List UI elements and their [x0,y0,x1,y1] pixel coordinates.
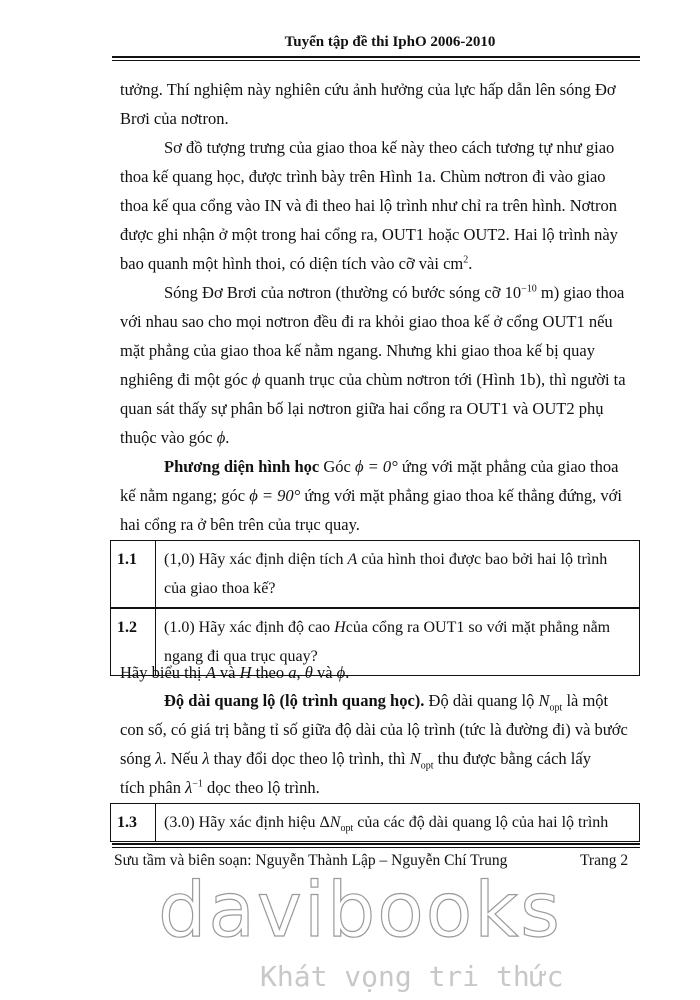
question-table-1 [110,540,640,676]
watermark-brand: davibooks [158,865,562,954]
paragraph-1: tưởng. Thí nghiệm này nghiên cứu ảnh hưởng của lực hấp dẫn lên sóng Đơ Brơi của nơtron. [120,80,616,128]
question-text: (1.0) Hãy xác định độ cao Hcủa cổng ra OUT1 so với mặt phẳng nằm ngang đi qua trục quay? [156,608,640,676]
section-heading-optical-path: Độ dài quang lộ (lộ trình quang học). [164,691,425,710]
paragraph-4: Phương diện hình học Góc ϕ = 0° ứng với mặt phẳng của giao thoa kế nằm ngang; góc ϕ = 90° ứng với mặt phẳng giao thoa kế thẳng đứng, với hai cổng ra ở bên trên của trục quay. [120,457,622,534]
watermark-slogan: Khát vọng tri thức [260,960,564,993]
footer-rule-thin [112,847,640,848]
question-row [111,541,640,609]
question-text: (3.0) Hãy xác định hiệu $\Delta N_{opt}$ của các độ dài quang lộ của hai lộ trình [156,804,640,842]
paragraph-3: Sóng Đơ Brơi của nơtron (thường có bước sóng cỡ $10^{-10}$ m) giao thoa với nhau sao cho mọi nơtron đều đi ra khỏi giao thoa kế ở cổng OUT1 nếu mặt phẳng của giao thoa kế nằm ngang. Nhưng khi giao thoa kế bị quay nghiêng đi một góc ϕ quanh trục của chùm nơtron tới (Hình 1b), thì người ta quan sát thấy sự phân bố lại nơtron giữa hai cổng ra OUT1 và OUT2 phụ thuộc vào góc ϕ. [120,283,626,447]
header-rule-thin [112,60,640,61]
question-table-2 [110,803,640,842]
question-number: 1.2 [111,608,156,676]
footer-rule [112,843,640,845]
header-rule [112,56,640,58]
question-text: (1,0) Hãy xác định diện tích A của hình thoi được bao bởi hai lộ trình của giao thoa kế? [156,541,640,609]
question-number: 1.3 [111,804,156,842]
paragraph-5: Hãy biểu thị A và H theo a, θ và ϕ. [120,663,350,682]
question-row [111,804,640,842]
question-number: 1.1 [111,541,156,609]
header-title: Tuyển tập đề thi IphO 2006-2010 [284,34,496,50]
section-heading-geometry: Phương diện hình học [164,457,320,476]
paragraph-2: Sơ đồ tượng trưng của giao thoa kế này theo cách tương tự như giao thoa kế quang học, được trình bày trên Hình 1a. Chùm nơtron đi vào giao thoa kế qua cổng vào IN và đi theo hai lộ trình như chỉ ra trên hình. Nơtron được ghi nhận ở một trong hai cổng ra, OUT1 hoặc OUT2. Hai lộ trình này bao quanh một hình thoi, có diện tích vào cỡ vài $cm^2$. [120,138,618,273]
footer-credits: Sưu tầm và biên soạn: Nguyễn Thành Lập – Nguyễn Chí Trung [114,852,508,869]
page-number: Trang 2 [580,852,629,869]
paragraph-6: Độ dài quang lộ (lộ trình quang học). Độ dài quang lộ $N_{opt}$ là một con số, có giá trị bằng tỉ số giữa độ dài của lộ trình (tức là đường đi) và bước sóng λ. Nếu λ thay đổi dọc theo lộ trình, thì $N_{opt}$ thu được bằng cách lấy tích phân $\lambda^{-1}$ dọc theo lộ trình. [120,691,628,797]
